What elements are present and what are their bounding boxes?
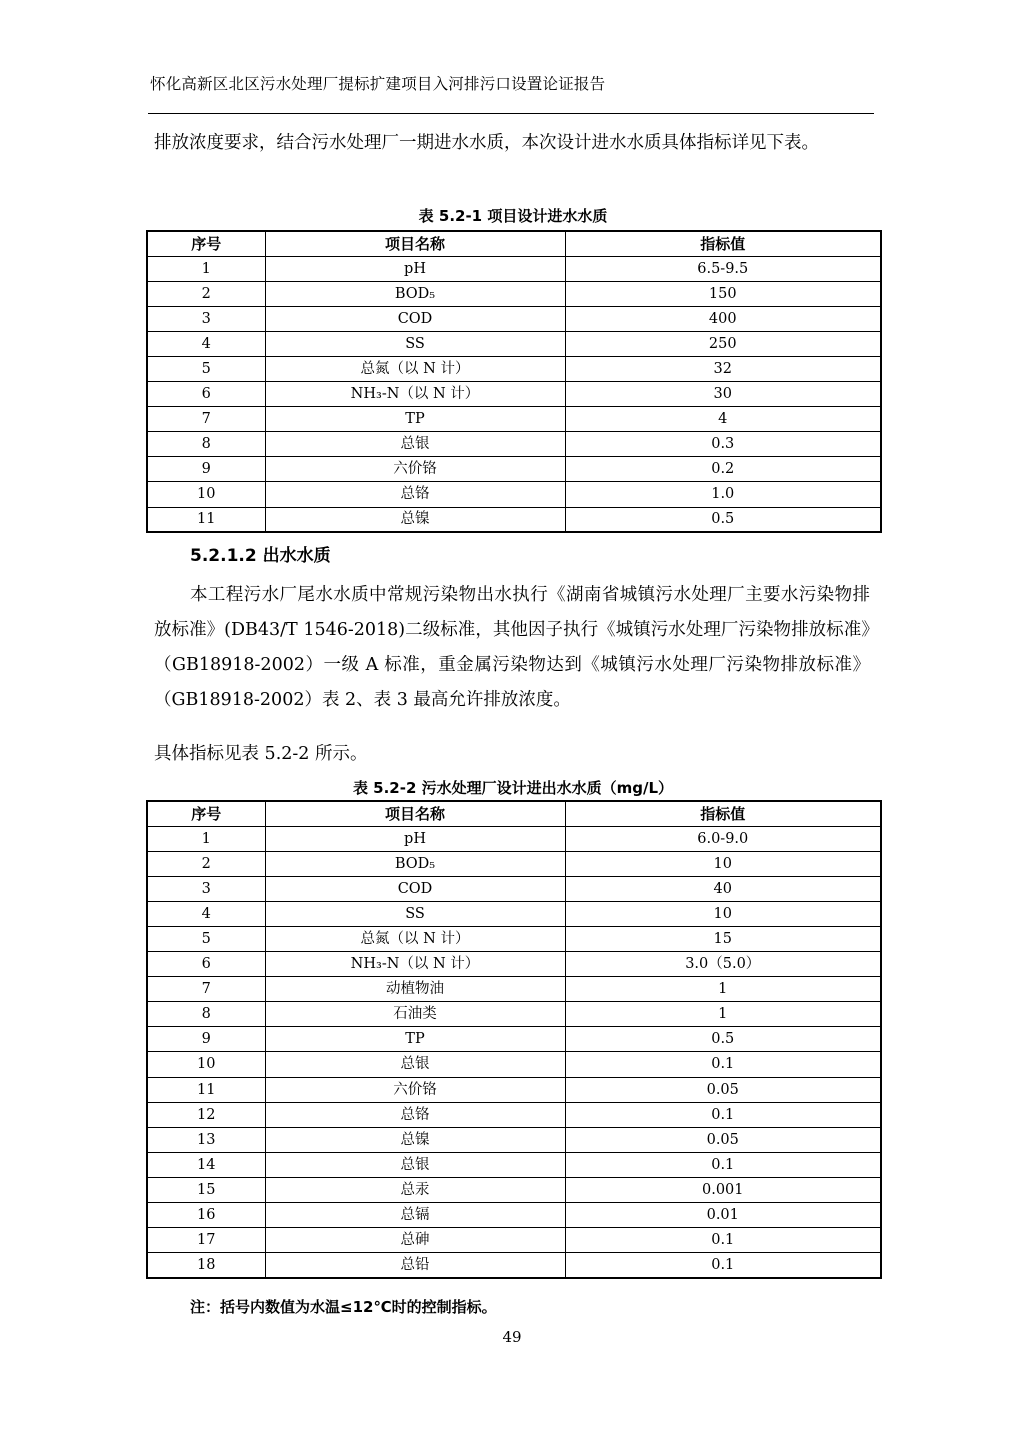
cell-item-name: NH₃-N（以 N 计） — [265, 952, 565, 977]
cell-index: 3 — [147, 876, 265, 901]
cell-index: 15 — [147, 1177, 265, 1202]
cell-item-name: 总铬 — [265, 1102, 565, 1127]
cell-value: 40 — [565, 876, 881, 901]
cell-index: 6 — [147, 952, 265, 977]
cell-value: 0.05 — [565, 1127, 881, 1152]
cell-index: 5 — [147, 356, 265, 381]
column-header-index: 序号 — [147, 801, 265, 826]
cell-index: 1 — [147, 826, 265, 851]
table-row — [147, 977, 881, 1002]
cell-index: 11 — [147, 1077, 265, 1102]
table-row — [147, 356, 881, 381]
cell-item-name: 总砷 — [265, 1228, 565, 1253]
cell-index: 5 — [147, 926, 265, 951]
table-row — [147, 256, 881, 281]
page-header-title: 怀化高新区北区污水处理厂提标扩建项目入河排污口设置论证报告 — [150, 75, 606, 93]
table-header-row — [147, 231, 881, 256]
cell-item-name: pH — [265, 256, 565, 281]
cell-index: 11 — [147, 507, 265, 532]
cell-item-name: BOD₅ — [265, 281, 565, 306]
cell-item-name: NH₃-N（以 N 计） — [265, 382, 565, 407]
table1-caption: 表 5.2-1 项目设计进水水质 — [418, 207, 608, 225]
table-row — [147, 876, 881, 901]
cell-index: 2 — [147, 851, 265, 876]
table-row — [147, 1002, 881, 1027]
cell-item-name: 总镉 — [265, 1203, 565, 1228]
cell-index: 6 — [147, 382, 265, 407]
table-row — [147, 382, 881, 407]
table-row — [147, 901, 881, 926]
table-row — [147, 1102, 881, 1127]
cell-index: 1 — [147, 256, 265, 281]
table-row — [147, 1177, 881, 1202]
table-row — [147, 926, 881, 951]
cell-value: 1 — [565, 1002, 881, 1027]
cell-index: 9 — [147, 457, 265, 482]
cell-index: 10 — [147, 482, 265, 507]
cell-index: 4 — [147, 331, 265, 356]
body-paragraph-reference: 具体指标见表 5.2-2 所示。 — [154, 744, 368, 764]
table-row — [147, 482, 881, 507]
cell-item-name: 六价铬 — [265, 1077, 565, 1102]
cell-value: 0.1 — [565, 1052, 881, 1077]
table-row — [147, 407, 881, 432]
cell-value: 0.01 — [565, 1203, 881, 1228]
table-row — [147, 1052, 881, 1077]
table-row — [147, 1127, 881, 1152]
cell-item-name: 总汞 — [265, 1177, 565, 1202]
table-row — [147, 507, 881, 532]
cell-value: 30 — [565, 382, 881, 407]
cell-value: 15 — [565, 926, 881, 951]
cell-item-name: TP — [265, 1027, 565, 1052]
cell-index: 4 — [147, 901, 265, 926]
cell-value: 0.5 — [565, 507, 881, 532]
cell-index: 2 — [147, 281, 265, 306]
cell-item-name: pH — [265, 826, 565, 851]
cell-value: 32 — [565, 356, 881, 381]
table2-caption: 表 5.2-2 污水处理厂设计进出水水质（mg/L） — [352, 779, 674, 797]
cell-value: 0.3 — [565, 432, 881, 457]
cell-value: 0.1 — [565, 1152, 881, 1177]
cell-index: 7 — [147, 977, 265, 1002]
table-row — [147, 826, 881, 851]
cell-item-name: 总镍 — [265, 507, 565, 532]
table-row — [147, 306, 881, 331]
table-row — [147, 1253, 881, 1278]
cell-index: 14 — [147, 1152, 265, 1177]
cell-item-name: TP — [265, 407, 565, 432]
header-divider — [148, 113, 874, 114]
body-paragraph-standards: 本工程污水厂尾水水质中常规污染物出水执行《湖南省城镇污水处理厂主要水污染物排放标准》(DB43/T 1546-2018)二级标准，其他因子执行《城镇污水处理厂污染物排放标准》（GB18918-2002）一级 A 标准，重金属污染物达到《城镇污水处理厂污染物排放标准》（GB18918-2002）表 2、表 3 最高允许排放浓度。 — [154, 585, 870, 710]
cell-value: 0.2 — [565, 457, 881, 482]
cell-value: 1 — [565, 977, 881, 1002]
cell-item-name: 总氮（以 N 计） — [265, 926, 565, 951]
cell-item-name: 总银 — [265, 1052, 565, 1077]
cell-index: 17 — [147, 1228, 265, 1253]
cell-item-name: 总铬 — [265, 482, 565, 507]
table-header-row — [147, 801, 881, 826]
cell-item-name: COD — [265, 876, 565, 901]
cell-item-name: SS — [265, 331, 565, 356]
cell-item-name: 总银 — [265, 432, 565, 457]
table-row — [147, 281, 881, 306]
table-row — [147, 952, 881, 977]
cell-value: 10 — [565, 901, 881, 926]
table-row — [147, 1152, 881, 1177]
table-row — [147, 851, 881, 876]
cell-index: 8 — [147, 1002, 265, 1027]
cell-item-name: SS — [265, 901, 565, 926]
table-note: 注：括号内数值为水温≤12℃时的控制指标。 — [190, 1298, 497, 1316]
cell-value: 0.05 — [565, 1077, 881, 1102]
cell-value: 0.1 — [565, 1228, 881, 1253]
column-header-index: 序号 — [147, 231, 265, 256]
table1-body — [147, 256, 881, 532]
table-row — [147, 457, 881, 482]
cell-index: 3 — [147, 306, 265, 331]
cell-value: 10 — [565, 851, 881, 876]
cell-item-name: 总氮（以 N 计） — [265, 356, 565, 381]
cell-value: 6.0-9.0 — [565, 826, 881, 851]
cell-index: 10 — [147, 1052, 265, 1077]
table-row — [147, 1077, 881, 1102]
cell-index: 9 — [147, 1027, 265, 1052]
cell-value: 400 — [565, 306, 881, 331]
cell-value: 0.1 — [565, 1102, 881, 1127]
table1-inflow-quality — [146, 230, 882, 533]
section-heading: 5.2.1.2 出水水质 — [190, 546, 331, 566]
cell-item-name: 总镍 — [265, 1127, 565, 1152]
table-row — [147, 1203, 881, 1228]
cell-value: 6.5-9.5 — [565, 256, 881, 281]
cell-value: 150 — [565, 281, 881, 306]
cell-index: 16 — [147, 1203, 265, 1228]
cell-index: 18 — [147, 1253, 265, 1278]
cell-value: 0.5 — [565, 1027, 881, 1052]
cell-value: 4 — [565, 407, 881, 432]
cell-item-name: COD — [265, 306, 565, 331]
cell-item-name: 总铅 — [265, 1253, 565, 1278]
cell-index: 13 — [147, 1127, 265, 1152]
page-number: 49 — [502, 1328, 522, 1346]
table-row — [147, 331, 881, 356]
column-header-item: 项目名称 — [265, 231, 565, 256]
column-header-value: 指标值 — [565, 231, 881, 256]
cell-value: 3.0（5.0） — [565, 952, 881, 977]
cell-value: 250 — [565, 331, 881, 356]
cell-index: 7 — [147, 407, 265, 432]
cell-index: 12 — [147, 1102, 265, 1127]
column-header-item: 项目名称 — [265, 801, 565, 826]
cell-value: 0.001 — [565, 1177, 881, 1202]
cell-value: 1.0 — [565, 482, 881, 507]
cell-item-name: 总银 — [265, 1152, 565, 1177]
cell-item-name: 六价铬 — [265, 457, 565, 482]
table2-body — [147, 826, 881, 1278]
cell-item-name: 动植物油 — [265, 977, 565, 1002]
cell-value: 0.1 — [565, 1253, 881, 1278]
intro-paragraph: 排放浓度要求，结合污水处理厂一期进水水质，本次设计进水水质具体指标详见下表。 — [154, 133, 819, 153]
cell-item-name: BOD₅ — [265, 851, 565, 876]
cell-index: 8 — [147, 432, 265, 457]
table-row — [147, 1228, 881, 1253]
column-header-value: 指标值 — [565, 801, 881, 826]
table-row — [147, 432, 881, 457]
table2-design-quality — [146, 800, 882, 1279]
table-row — [147, 1027, 881, 1052]
cell-item-name: 石油类 — [265, 1002, 565, 1027]
